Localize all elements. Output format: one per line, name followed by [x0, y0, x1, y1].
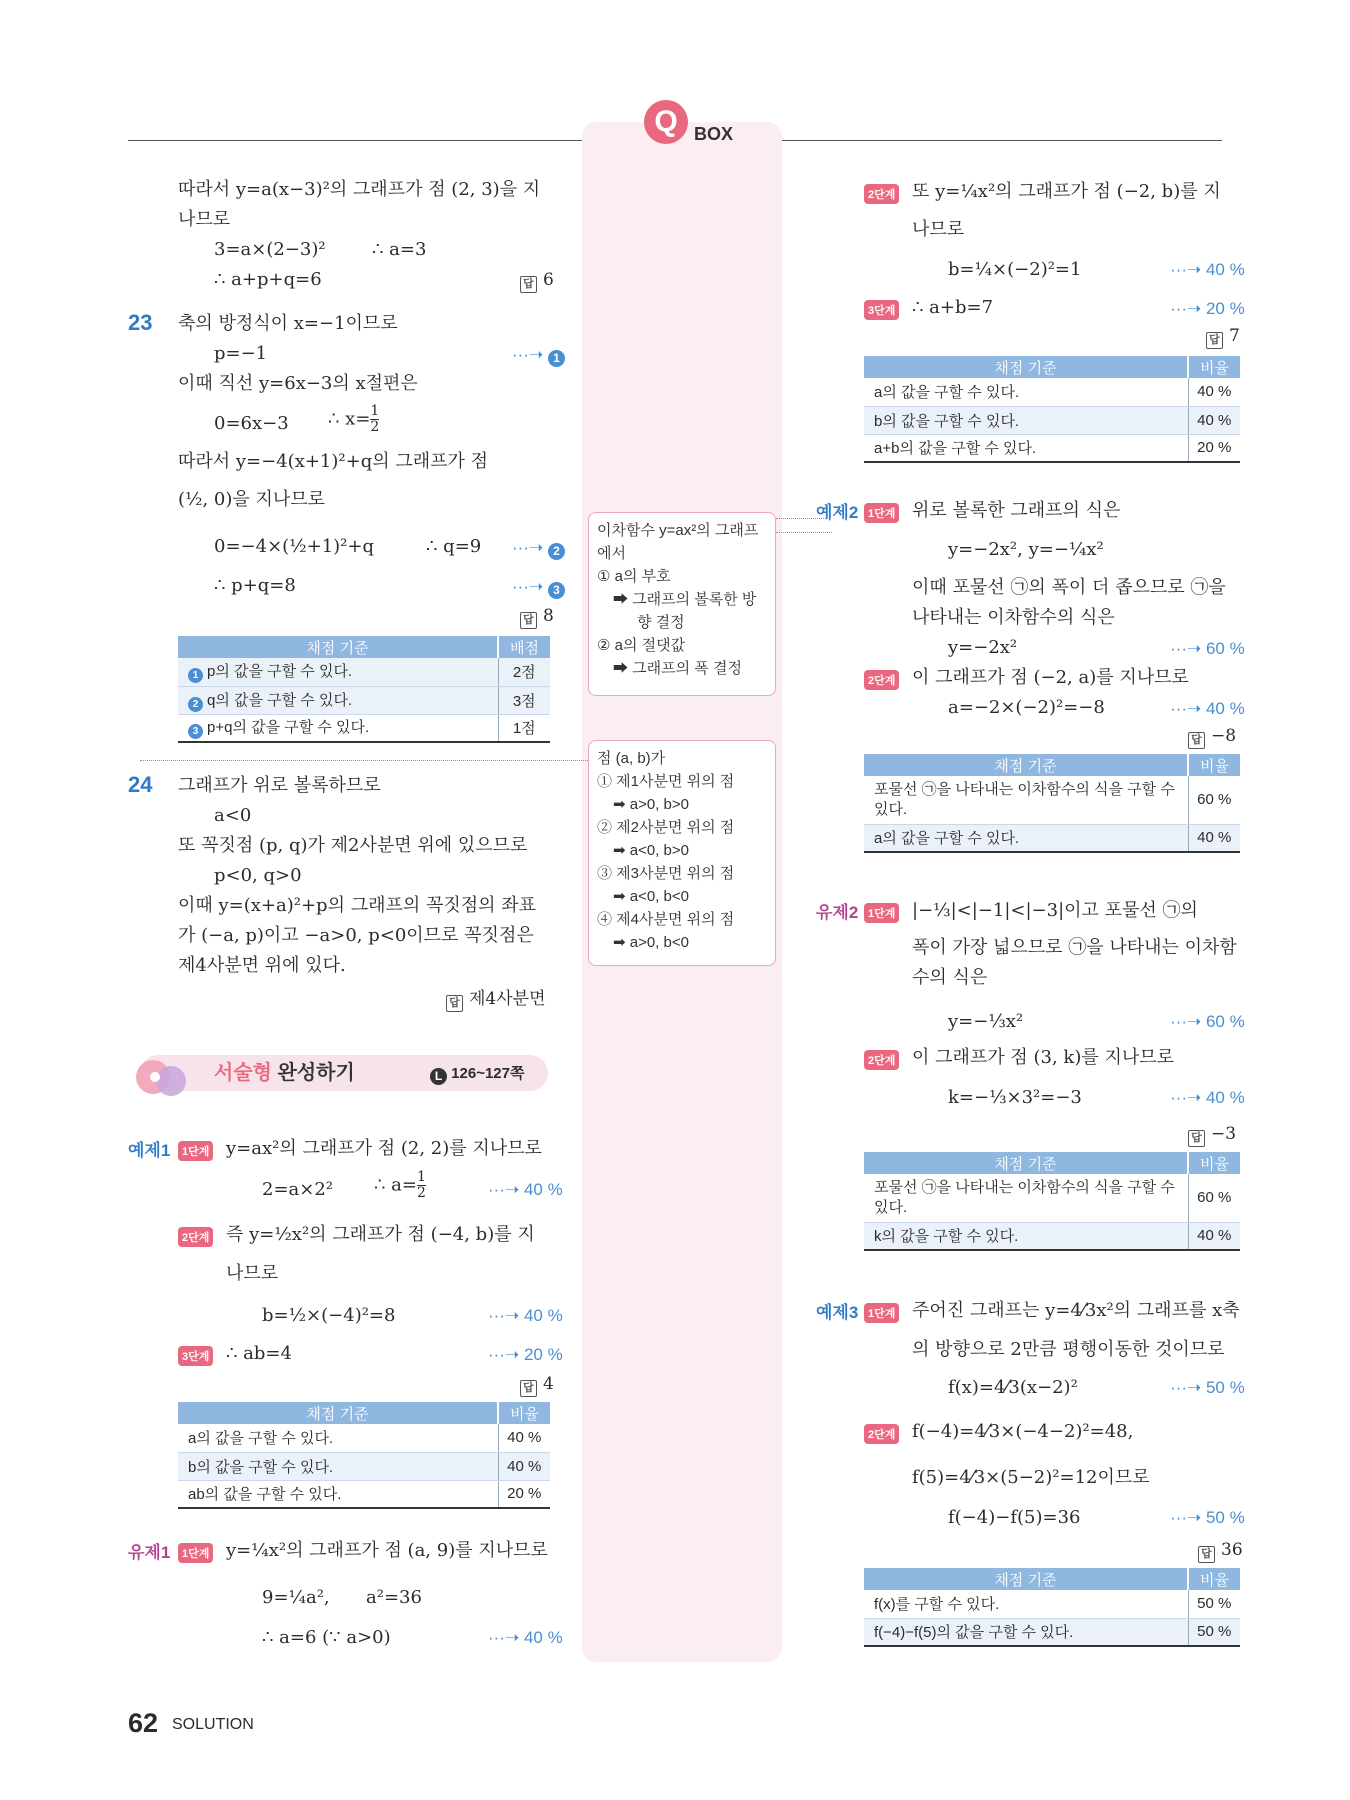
equation: b=½×(−4)²=8 [262, 1305, 396, 1326]
note-line: 점 (a, b)가 [597, 750, 666, 767]
percent-marker: ···➝ 40 % [488, 1628, 563, 1647]
qbox-note-parabola [588, 512, 776, 696]
text-line: 이 그래프가 점 (3, k)를 지나므로 [912, 1047, 1175, 1068]
table-cell: 포물선 ㉠을 나타내는 이차함수의 식을 구할 수 있다. [864, 1174, 1188, 1222]
text-line: 의 방향으로 2만큼 평행이동한 것이므로 [912, 1339, 1225, 1360]
step-marker [512, 345, 565, 367]
table-cell: q의 값을 구할 수 있다. [207, 691, 353, 709]
text-line: 위로 볼록한 그래프의 식은 [912, 500, 1121, 521]
table-header: 채점 기준 [178, 636, 498, 658]
step-badge: 2단계 [178, 1227, 213, 1247]
answer-23 [520, 606, 554, 629]
equation: a<0 [214, 805, 252, 826]
equation: k=−⅓×3²=−3 [948, 1087, 1082, 1108]
table-cell: f(x)를 구할 수 있다. [864, 1590, 1188, 1618]
ref-icon: L [430, 1068, 447, 1085]
percent-marker: ···➝ 40 % [488, 1306, 563, 1325]
table-header: 배점 [498, 636, 550, 658]
table-cell: 3점 [498, 686, 550, 714]
note-line: ② 제2사분면 위의 점 [597, 819, 735, 836]
text-line: 나므로 [912, 219, 965, 240]
q-badge-icon: Q [644, 100, 688, 144]
percent-marker: ···➝ 50 % [1170, 1508, 1245, 1527]
footer-label: SOLUTION [172, 1716, 254, 1733]
text-line: 이때 y=(x+a)²+p의 그래프의 꼭짓점의 좌표 [178, 895, 537, 916]
answer-value: 6 [543, 270, 554, 290]
page-reference: L 126~127쪽 [430, 1060, 524, 1088]
text-line: 나므로 [226, 1263, 279, 1284]
answer-icon: 답 [446, 995, 463, 1012]
table-cell: 20 % [498, 1480, 550, 1508]
example-tag: 예제1 [128, 1141, 171, 1160]
answer-value: 8 [543, 606, 554, 626]
step-badge: 3단계 [178, 1346, 213, 1366]
step-circle-2: 2 [548, 543, 565, 560]
answer-24 [446, 984, 546, 1012]
qbox-note-quadrant [588, 740, 776, 966]
scoring-table-ex1 [178, 1402, 550, 1509]
equation: ∴ x= $\frac{1}{2}$ [328, 403, 380, 435]
percent-marker: ···➝ 60 % [1170, 639, 1245, 658]
text-line: 즉 y=½x²의 그래프가 점 (−4, b)를 지 [226, 1224, 535, 1245]
table-row [864, 824, 1240, 852]
answer-value: 7 [1229, 326, 1240, 346]
percent-marker: ···➝ 40 % [488, 1180, 563, 1199]
table-cell: p의 값을 구할 수 있다. [207, 663, 353, 681]
table-header: 채점 기준 [864, 1152, 1188, 1174]
equation: ∴ p+q=8 [214, 575, 296, 596]
table-cell: 40 % [498, 1452, 550, 1480]
text-line: y=ax²의 그래프가 점 (2, 2)를 지나므로 [226, 1138, 542, 1159]
step-marker [512, 577, 565, 599]
table-row [178, 1424, 550, 1452]
answer-value: −8 [1211, 726, 1237, 746]
text-line: 주어진 그래프는 y=4⁄3x²의 그래프를 x축 [912, 1300, 1240, 1321]
banner-deco-icon [156, 1066, 186, 1096]
equation: f(−4)−f(5)=36 [948, 1507, 1081, 1528]
note-line: ③ 제3사분면 위의 점 [597, 865, 735, 882]
top-rule-left [128, 140, 582, 141]
table-row [864, 406, 1240, 434]
step-circle-3: 3 [548, 582, 565, 599]
table-cell: b의 값을 구할 수 있다. [178, 1452, 498, 1480]
equation: y=−⅓x² [948, 1011, 1024, 1032]
table-cell: p+q의 값을 구할 수 있다. [207, 719, 370, 737]
answer-icon: 답 [520, 612, 537, 629]
banner-deco-icon [150, 1072, 160, 1082]
answer-icon: 답 [1188, 1130, 1205, 1147]
text-line: 이때 직선 y=6x−3의 x절편은 [178, 373, 418, 394]
text-line: 이 그래프가 점 (−2, a)를 지나므로 [912, 667, 1189, 688]
answer-ex3 [1198, 1540, 1243, 1563]
percent-marker: ···➝ 20 % [488, 1345, 563, 1364]
step-badge: 1단계 [178, 1141, 213, 1161]
equation: y=−2x² [948, 637, 1018, 658]
note-line: ➡ a>0, b<0 [613, 934, 689, 951]
table-cell: f(−4)−f(5)의 값을 구할 수 있다. [864, 1618, 1188, 1646]
equation: 9=¼a², [262, 1587, 330, 1608]
table-header: 채점 기준 [178, 1402, 498, 1424]
text-line: 제4사분면 위에 있다. [178, 955, 346, 976]
table-cell: 포물선 ㉠을 나타내는 이차함수의 식을 구할 수 있다. [864, 776, 1188, 824]
equation: 2=a×2² [262, 1179, 334, 1200]
step-circle-2: 2 [188, 697, 203, 712]
table-row [178, 1480, 550, 1508]
text-line: 따라서 y=a(x−3)²의 그래프가 점 (2, 3)을 지 [178, 179, 541, 200]
note-line: 이차함수 y=ax²의 그래프 [597, 522, 759, 539]
equation: 0=6x−3 [214, 413, 289, 434]
table-header: 비율 [1188, 1568, 1240, 1590]
equation: ∴ a=3 [372, 239, 427, 260]
step-badge: 1단계 [864, 503, 899, 523]
text-line: 나타내는 이차함수의 식은 [912, 607, 1115, 628]
table-row [178, 1452, 550, 1480]
table-header: 채점 기준 [864, 754, 1188, 776]
answer-icon: 답 [520, 1380, 537, 1397]
equation: y=−2x², y=−¼x² [948, 539, 1104, 560]
text-line: 이때 포물선 ㉠의 폭이 더 좁으므로 ㉠을 [912, 577, 1226, 598]
table-header: 비율 [1188, 754, 1240, 776]
note-line: ② a의 절댓값 [597, 637, 686, 654]
answer-icon: 답 [1198, 1546, 1215, 1563]
answer-ex1 [520, 1374, 554, 1397]
equation: p=−1 [214, 343, 268, 364]
equation: ∴ a= $\frac{1}{2}$ [374, 1169, 426, 1201]
table-cell: a의 값을 구할 수 있다. [178, 1424, 498, 1452]
answer-value: 36 [1221, 1540, 1243, 1560]
text-line: 따라서 y=−4(x+1)²+q의 그래프가 점 [178, 451, 488, 472]
table-cell: 40 % [1188, 378, 1240, 406]
example-tag: 예제2 [816, 503, 859, 522]
table-row [864, 1222, 1240, 1250]
equation: a=−2×(−2)²=−8 [948, 697, 1105, 718]
table-row [178, 658, 550, 686]
note-line: ① a의 부호 [597, 568, 671, 585]
answer-value: 4 [543, 1374, 554, 1394]
table-header: 비율 [498, 1402, 550, 1424]
note-line: 에서 [597, 545, 626, 562]
table-cell: 40 % [1188, 824, 1240, 852]
text-line: 그래프가 위로 볼록하므로 [178, 775, 381, 796]
step-badge: 2단계 [864, 184, 899, 204]
arrow-icon: ···➝ [512, 577, 544, 596]
equation: ∴ a+p+q=6 [214, 269, 322, 290]
text-line: 폭이 가장 넓으므로 ㉠을 나타내는 이차함 [912, 937, 1237, 958]
table-cell: 2점 [498, 658, 550, 686]
table-cell: 60 % [1188, 1174, 1240, 1222]
equation: ∴ q=9 [426, 536, 482, 557]
table-cell: 50 % [1188, 1590, 1240, 1618]
note-line: ➡ a<0, b>0 [613, 842, 689, 859]
scoring-table-ex3 [864, 1568, 1240, 1647]
equation: f(−4)=4⁄3×(−4−2)²=48, [912, 1421, 1134, 1442]
answer-value: 제4사분면 [469, 989, 546, 1009]
step-badge: 1단계 [864, 903, 899, 923]
table-row [864, 434, 1240, 462]
table-row [864, 1618, 1240, 1646]
answer-icon: 답 [520, 276, 537, 293]
step-badge: 1단계 [178, 1543, 213, 1563]
table-cell: ab의 값을 구할 수 있다. [178, 1480, 498, 1508]
equation: f(5)=4⁄3×(5−2)²=12이므로 [912, 1467, 1150, 1488]
step-marker [512, 538, 565, 560]
answer-ex1 [1206, 326, 1240, 349]
example-tag: 유제1 [128, 1543, 171, 1562]
percent-marker: ···➝ 40 % [1170, 1088, 1245, 1107]
top-rule-right [782, 140, 1222, 141]
step-badge: 2단계 [864, 1424, 899, 1444]
table-cell: 40 % [498, 1424, 550, 1452]
arrow-icon: ···➝ [512, 345, 544, 364]
table-row [178, 714, 550, 742]
table-cell: 40 % [1188, 406, 1240, 434]
table-header: 비율 [1188, 1152, 1240, 1174]
table-cell: a의 값을 구할 수 있다. [864, 824, 1188, 852]
note-line: ➡ a<0, b<0 [613, 888, 689, 905]
percent-marker: ···➝ 50 % [1170, 1378, 1245, 1397]
text-line: 또 꼭짓점 (p, q)가 제2사분면 위에 있으므로 [178, 835, 528, 856]
note-line: 향 결정 [637, 614, 685, 631]
scoring-table-yu2 [864, 1152, 1240, 1251]
connector-line [776, 532, 832, 533]
table-cell: 50 % [1188, 1618, 1240, 1646]
scoring-table-ex1-right [864, 356, 1240, 463]
table-cell: 20 % [1188, 434, 1240, 462]
note-line: ④ 제4사분면 위의 점 [597, 911, 735, 928]
answer-ex2 [1188, 726, 1236, 749]
problem-number: 24 [128, 772, 153, 797]
text-line: |−⅓|<|−1|<|−3|이고 포물선 ㉠의 [912, 900, 1198, 921]
equation: f(x)=4⁄3(x−2)² [948, 1377, 1078, 1398]
connector-line [140, 760, 592, 761]
answer-22 [520, 270, 554, 293]
text-line: y=¼x²의 그래프가 점 (a, 9)를 지나므로 [226, 1540, 548, 1561]
equation: b=¼×(−2)²=1 [948, 259, 1082, 280]
table-header: 비율 [1188, 356, 1240, 378]
equation: p<0, q>0 [214, 865, 302, 886]
table-cell: 60 % [1188, 776, 1240, 824]
table-row [864, 776, 1240, 824]
step-badge: 2단계 [864, 1050, 899, 1070]
box-label: BOX [694, 124, 734, 144]
step-badge: 2단계 [864, 670, 899, 690]
note-line: ➡ 그래프의 볼록한 방 [613, 591, 757, 608]
example-tag: 예제3 [816, 1303, 859, 1322]
percent-marker: ···➝ 40 % [1170, 699, 1245, 718]
table-cell: 40 % [1188, 1222, 1240, 1250]
scoring-table-23 [178, 636, 550, 743]
answer-yu2 [1188, 1124, 1236, 1147]
equation: ∴ ab=4 [226, 1343, 292, 1364]
scoring-table-ex2 [864, 754, 1240, 853]
text-line: 나므로 [178, 209, 231, 230]
problem-number: 23 [128, 310, 153, 335]
step-badge: 3단계 [864, 300, 899, 320]
arrow-icon: ···➝ [512, 538, 544, 557]
table-row [178, 686, 550, 714]
table-cell: a의 값을 구할 수 있다. [864, 378, 1188, 406]
step-badge: 1단계 [864, 1303, 899, 1323]
table-cell: a+b의 값을 구할 수 있다. [864, 434, 1188, 462]
equation: a²=36 [366, 1587, 422, 1608]
page-number: 62 [128, 1708, 159, 1738]
table-cell: 1점 [498, 714, 550, 742]
percent-marker: ···➝ 20 % [1170, 299, 1245, 318]
note-line: ➡ 그래프의 폭 결정 [613, 660, 742, 677]
text-line: 가 (−a, p)이고 −a>0, p<0이므로 꼭짓점은 [178, 925, 534, 946]
table-cell: b의 값을 구할 수 있다. [864, 406, 1188, 434]
table-header: 채점 기준 [864, 1568, 1188, 1590]
text-line: 수의 식은 [912, 967, 988, 988]
text-line: 또 y=¼x²의 그래프가 점 (−2, b)를 지 [912, 181, 1221, 202]
answer-icon: 답 [1206, 332, 1223, 349]
table-header: 채점 기준 [864, 356, 1188, 378]
answer-value: −3 [1211, 1124, 1237, 1144]
percent-marker: ···➝ 60 % [1170, 1012, 1245, 1031]
step-circle-1: 1 [188, 668, 203, 683]
step-circle-3: 3 [188, 724, 203, 739]
table-cell: k의 값을 구할 수 있다. [864, 1222, 1188, 1250]
note-line: ① 제1사분면 위의 점 [597, 773, 735, 790]
equation: 0=−4×(½+1)²+q [214, 536, 374, 557]
table-row [864, 378, 1240, 406]
equation: ∴ a=6 (∵ a>0) [262, 1627, 391, 1648]
table-row [864, 1174, 1240, 1222]
equation: ∴ a+b=7 [912, 297, 994, 318]
example-tag: 유제2 [816, 903, 859, 922]
percent-marker: ···➝ 40 % [1170, 260, 1245, 279]
banner-title: 서술형 완성하기 [214, 1062, 355, 1084]
note-line: ➡ a>0, b>0 [613, 796, 689, 813]
equation: 3=a×(2−3)² [214, 239, 326, 260]
text-line: 축의 방정식이 x=−1이므로 [178, 313, 398, 334]
answer-icon: 답 [1188, 732, 1205, 749]
step-circle-1: 1 [548, 350, 565, 367]
text-line: (½, 0)을 지나므로 [178, 489, 326, 510]
table-row [864, 1590, 1240, 1618]
